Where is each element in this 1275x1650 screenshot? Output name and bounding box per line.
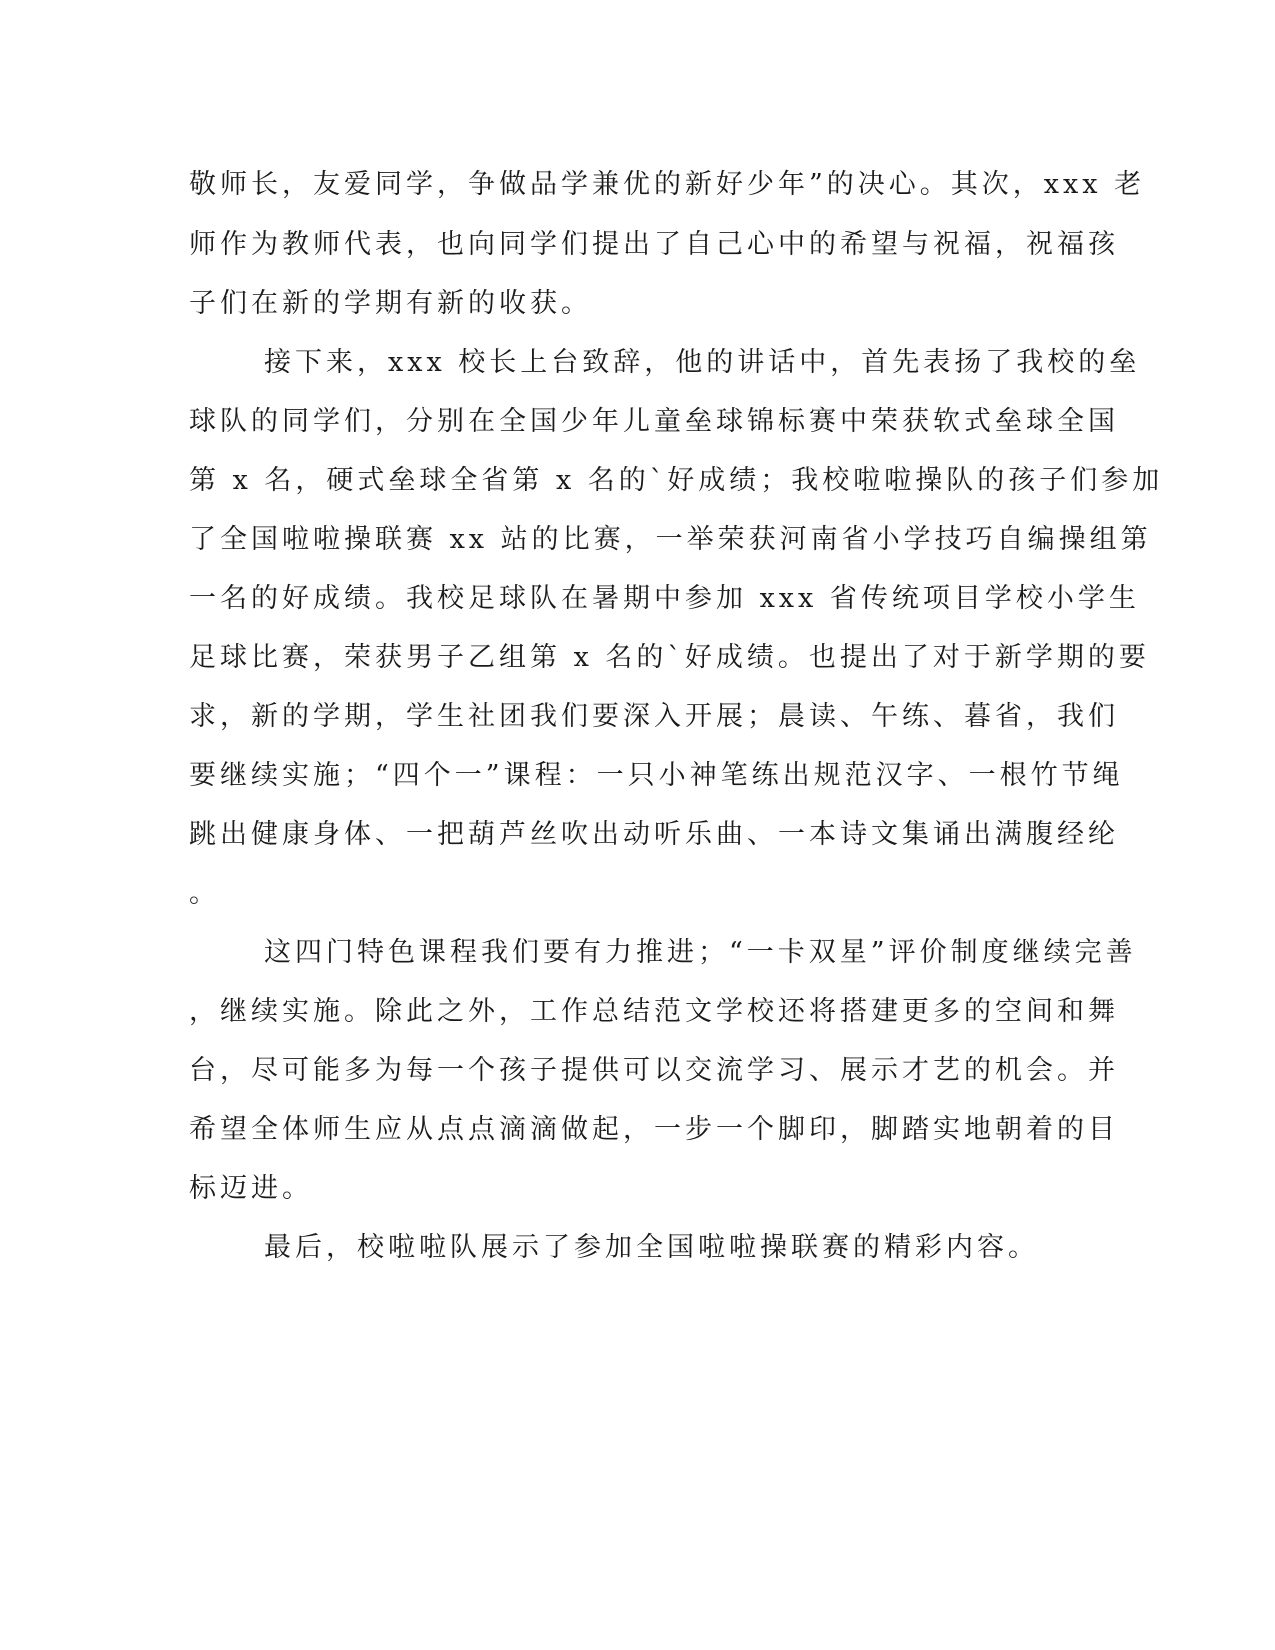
text-line: ，继续实施。除此之外，工作总结范文学校还将搭建更多的空间和舞 (189, 996, 1119, 1027)
text-line: 台，尽可能多为每一个孩子提供可以交流学习、展示才艺的机会。并 (189, 1055, 1119, 1086)
text-line: 师作为教师代表，也向同学们提出了自己心中的希望与祝福，祝福孩 (189, 229, 1119, 260)
paragraph-first-line: 最后，校啦啦队展示了参加全国啦啦操联赛的精彩内容。 (264, 1232, 1039, 1263)
text-line: 子们在新的学期有新的收获。 (189, 288, 592, 319)
text-line: 一名的好成绩。我校足球队在暑期中参加 xxx 省传统项目学校小学生 (189, 583, 1140, 614)
paragraph-first-line: 这四门特色课程我们要有力推进；“一卡双星”评价制度继续完善 (264, 937, 1137, 968)
text-line: 希望全体师生应从点点滴滴做起，一步一个脚印，脚踏实地朝着的目 (189, 1114, 1119, 1145)
text-line: 敬师长，友爱同学，争做品学兼优的新好少年”的决心。其次，xxx 老 (189, 169, 1146, 200)
paragraph-first-line: 接下来，xxx 校长上台致辞，他的讲话中，首先表扬了我校的垒 (264, 347, 1141, 378)
text-line: 足球比赛，荣获男子乙组第 x 名的`好成绩。也提出了对于新学期的要 (189, 642, 1150, 673)
text-line: 跳出健康身体、一把葫芦丝吹出动听乐曲、一本诗文集诵出满腹经纶 (189, 819, 1119, 850)
text-line: 标迈进。 (189, 1173, 313, 1204)
text-line: 第 x 名，硬式垒球全省第 x 名的`好成绩；我校啦啦操队的孩子们参加 (189, 465, 1164, 496)
text-line: 。 (189, 878, 220, 909)
text-line: 了全国啦啦操联赛 xx 站的比赛，一举荣获河南省小学技巧自编操组第 (189, 524, 1152, 555)
text-line: 球队的同学们，分别在全国少年儿童垒球锦标赛中荣获软式垒球全国 (189, 406, 1119, 437)
text-line: 要继续实施；“四个一”课程：一只小神笔练出规范汉字、一根竹节绳 (189, 760, 1124, 791)
text-line: 求，新的学期，学生社团我们要深入开展；晨读、午练、暮省，我们 (189, 701, 1119, 732)
